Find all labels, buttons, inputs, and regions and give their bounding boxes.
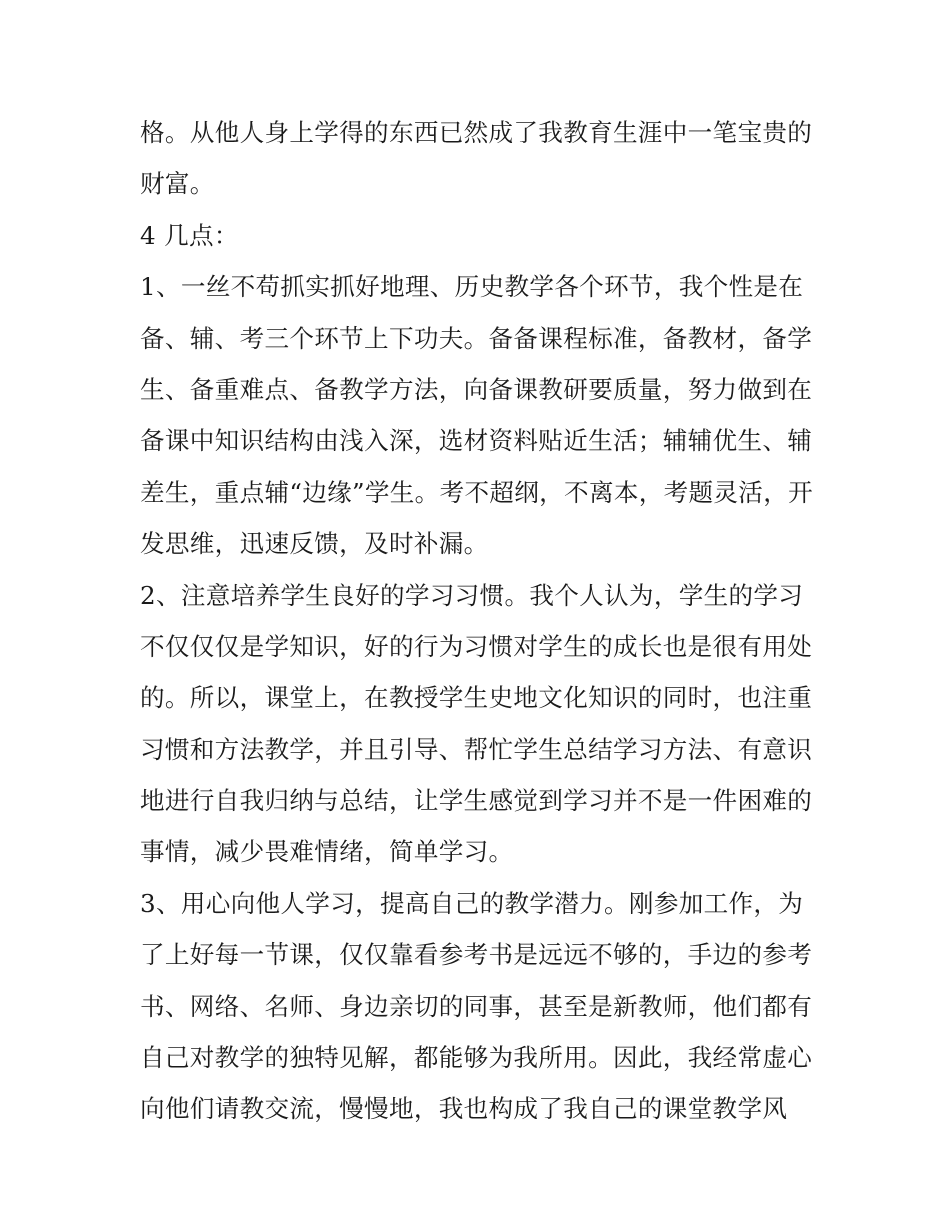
text-line: 地进行自我归纳与总结，让学生感觉到学习并不是一件困难的 — [140, 786, 813, 816]
text-line: 财富。 — [140, 169, 215, 199]
text-line: 差生，重点辅“边缘”学生。考不超纲，不离本，考题灵活，开 — [140, 477, 813, 507]
text-line: 备课中知识结构由浅入深，选材资料贴近生活；辅辅优生、辅 — [140, 426, 813, 456]
section-heading: 4 几点： — [140, 220, 239, 250]
text-line: 2、注意培养学生良好的学习习惯。我个人认为，学生的学习 — [140, 580, 804, 610]
text-line: 3、用心向他人学习，提高自己的教学潜力。刚参加工作，为 — [140, 888, 804, 918]
text-line: 1、一丝不苟抓实抓好地理、历史教学各个环节，我个性是在 — [140, 272, 804, 302]
text-line: 习惯和方法教学，并且引导、帮忙学生总结学习方法、有意识 — [140, 734, 813, 764]
text-line: 发思维，迅速反馈，及时补漏。 — [140, 529, 489, 559]
text-line: 事情，减少畏难情绪，简单学习。 — [140, 837, 514, 867]
text-line: 格。从他人身上学得的东西已然成了我教育生涯中一笔宝贵的 — [140, 118, 813, 147]
text-line: 备、辅、考三个环节上下功夫。备备课程标准，备教材，备学 — [140, 323, 813, 353]
text-line: 生、备重难点、备教学方法，向备课教研要质量，努力做到在 — [140, 374, 813, 404]
text-line: 向他们请教交流，慢慢地，我也构成了我自己的课堂教学风 — [140, 1094, 788, 1124]
text-line: 了上好每一节课，仅仅靠看参考书是远远不够的，手边的参考 — [140, 940, 813, 970]
text-line: 的。所以，课堂上，在教授学生史地文化知识的同时，也注重 — [140, 683, 813, 713]
body-text — [140, 107, 815, 1135]
text-line: 不仅仅仅是学知识，好的行为习惯对学生的成长也是很有用处 — [140, 631, 813, 661]
text-line: 书、网络、名师、身边亲切的同事，甚至是新教师，他们都有 — [140, 991, 813, 1021]
text-line: 自己对教学的独特见解，都能够为我所用。因此，我经常虚心 — [140, 1043, 813, 1073]
